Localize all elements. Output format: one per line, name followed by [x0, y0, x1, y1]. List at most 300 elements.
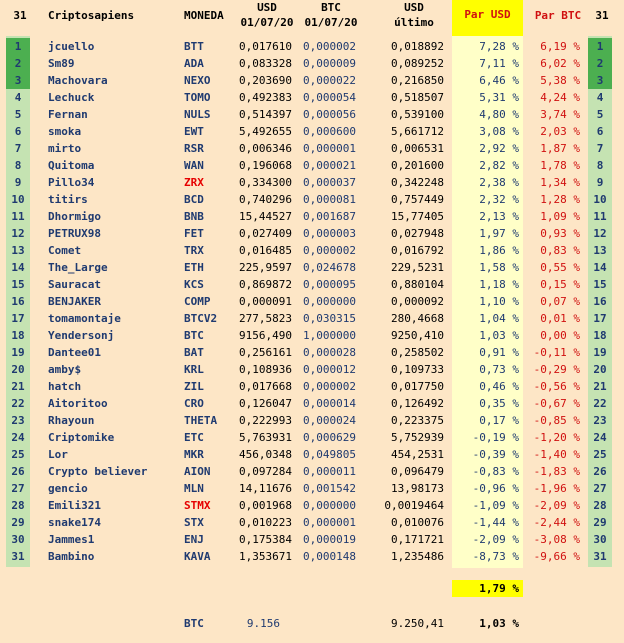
rank-cell: 6 — [6, 123, 30, 140]
rank-cell-right: 26 — [588, 463, 612, 480]
header-btc-start-line2: 01/07/20 — [304, 16, 358, 29]
coin-symbol: TRX — [184, 244, 204, 257]
par-usd-change: 2,13 % — [479, 210, 519, 223]
rank-cell-right: 4 — [588, 89, 612, 106]
par-btc-change: -1,83 % — [533, 465, 580, 478]
par-usd-change: 7,28 % — [479, 40, 519, 53]
header-btc-start — [300, 0, 362, 30]
par-btc-change: 1,09 % — [540, 210, 580, 223]
rank-cell: 20 — [6, 361, 30, 378]
coin-symbol: COMP — [184, 295, 211, 308]
btc-start-price: 0,000600 — [303, 125, 356, 138]
rank-cell: 22 — [6, 395, 30, 412]
participant-name: Jammes1 — [48, 533, 95, 546]
table-row — [0, 174, 624, 191]
btc-start-price: 0,024678 — [303, 261, 356, 274]
usd-start-price: 0,175384 — [239, 533, 292, 546]
participant-name: gencio — [48, 482, 88, 495]
participant-name: Rhayoun — [48, 414, 95, 427]
participant-name: Criptomike — [48, 431, 115, 444]
btc-start-price: 0,000028 — [303, 346, 356, 359]
usd-start-price: 14,11676 — [239, 482, 292, 495]
header-participants: Criptosapiens — [48, 9, 135, 22]
usd-last-price: 0,017750 — [391, 380, 444, 393]
rank-cell: 18 — [6, 327, 30, 344]
usd-start-price: 5,763931 — [239, 431, 292, 444]
rank-cell-right: 11 — [588, 208, 612, 225]
btc-start-price: 0,000037 — [303, 176, 356, 189]
par-btc-change: -0,85 % — [533, 414, 580, 427]
btc-start-price: 0,000014 — [303, 397, 356, 410]
rank-cell-right: 8 — [588, 157, 612, 174]
header-usd-start-line2: 01/07/20 — [240, 16, 294, 29]
participant-name: jcuello — [48, 40, 95, 53]
rank-cell-right: 7 — [588, 140, 612, 157]
usd-start-price: 0,001968 — [239, 499, 292, 512]
usd-start-price: 456,0348 — [239, 448, 292, 461]
usd-start-price: 1,353671 — [239, 550, 292, 563]
coin-symbol: CRO — [184, 397, 204, 410]
btc-start-price: 0,000021 — [303, 159, 356, 172]
rank-cell-right: 27 — [588, 480, 612, 497]
usd-start-price: 0,222993 — [239, 414, 292, 427]
rank-cell-right: 23 — [588, 412, 612, 429]
usd-start-price: 0,016485 — [239, 244, 292, 257]
coin-symbol: MLN — [184, 482, 204, 495]
usd-last-price: 0,006531 — [391, 142, 444, 155]
usd-start-price: 0,027409 — [239, 227, 292, 240]
usd-start-price: 5,492655 — [239, 125, 292, 138]
rank-cell: 1 — [6, 38, 30, 55]
participant-name: Comet — [48, 244, 82, 257]
participant-name: Crypto believer — [48, 465, 148, 478]
rank-cell: 11 — [6, 208, 30, 225]
par-btc-change: -0,56 % — [533, 380, 580, 393]
par-btc-change: 6,02 % — [540, 57, 580, 70]
par-usd-change: -1,09 % — [472, 499, 519, 512]
usd-last-price: 0,539100 — [391, 108, 444, 121]
rank-cell: 15 — [6, 276, 30, 293]
btc-start-price: 0,000000 — [303, 499, 356, 512]
participant-name: Quitoma — [48, 159, 95, 172]
header-par-btc: Par BTC — [534, 9, 582, 22]
participant-name: The_Large — [48, 261, 108, 274]
table-row — [0, 429, 624, 446]
table-row — [0, 55, 624, 72]
coin-symbol: MKR — [184, 448, 204, 461]
par-btc-change: 0,07 % — [540, 295, 580, 308]
par-usd-change: 1,18 % — [479, 278, 519, 291]
rank-cell-right: 29 — [588, 514, 612, 531]
coin-symbol: KCS — [184, 278, 204, 291]
coin-symbol: ETC — [184, 431, 204, 444]
rank-cell: 8 — [6, 157, 30, 174]
rank-cell-right: 14 — [588, 259, 612, 276]
table-row — [0, 395, 624, 412]
btc-start-price: 0,000012 — [303, 363, 356, 376]
coin-symbol: ZRX — [184, 176, 204, 189]
participant-name: smoka — [48, 125, 82, 138]
par-usd-change: 1,58 % — [479, 261, 519, 274]
rank-cell: 7 — [6, 140, 30, 157]
usd-last-price: 0,171721 — [391, 533, 444, 546]
rank-cell: 29 — [6, 514, 30, 531]
rank-cell-right: 30 — [588, 531, 612, 548]
coin-symbol: ZIL — [184, 380, 204, 393]
rank-cell: 12 — [6, 225, 30, 242]
usd-start-price: 15,44527 — [239, 210, 292, 223]
rank-cell: 30 — [6, 531, 30, 548]
rank-cell-right: 5 — [588, 106, 612, 123]
table-row — [0, 38, 624, 55]
rank-cell: 27 — [6, 480, 30, 497]
table-row — [0, 225, 624, 242]
btc-start-price: 0,000009 — [303, 57, 356, 70]
usd-last-price: 0,342248 — [391, 176, 444, 189]
par-btc-change: -0,29 % — [533, 363, 580, 376]
btc-start-price: 0,000003 — [303, 227, 356, 240]
participant-name: Fernan — [48, 108, 88, 121]
header-usd-last-line1: USD — [404, 1, 424, 14]
btc-start-price: 0,000001 — [303, 142, 356, 155]
table-row — [0, 446, 624, 463]
btc-start-price: 0,000056 — [303, 108, 356, 121]
rank-cell-right: 12 — [588, 225, 612, 242]
par-usd-change: 0,73 % — [479, 363, 519, 376]
participant-name: Dantee01 — [48, 346, 101, 359]
par-usd-change: -8,73 % — [472, 550, 519, 563]
table-row — [0, 412, 624, 429]
par-usd-change: 1,86 % — [479, 244, 519, 257]
par-btc-change: 3,74 % — [540, 108, 580, 121]
par-btc-change: -2,44 % — [533, 516, 580, 529]
coin-symbol: KRL — [184, 363, 204, 376]
coin-symbol: BTT — [184, 40, 204, 53]
par-btc-change: -0,11 % — [533, 346, 580, 359]
par-btc-change: 0,55 % — [540, 261, 580, 274]
usd-last-price: 15,77405 — [391, 210, 444, 223]
btc-start-price: 0,000022 — [303, 74, 356, 87]
btc-summary-usd-last: 9.250,41 — [391, 617, 444, 630]
participant-name: Pillo34 — [48, 176, 95, 189]
par-btc-change: 5,38 % — [540, 74, 580, 87]
header-usd-last-line2: último — [394, 16, 434, 29]
btc-start-price: 0,000095 — [303, 278, 356, 291]
btc-start-price: 0,000001 — [303, 516, 356, 529]
header-usd-start-line1: USD — [257, 1, 277, 14]
par-usd-change: -0,96 % — [472, 482, 519, 495]
btc-start-price: 0,000054 — [303, 91, 356, 104]
rank-cell-right: 13 — [588, 242, 612, 259]
participant-name: tomamontaje — [48, 312, 121, 325]
coin-symbol: KAVA — [184, 550, 211, 563]
par-usd-change: -0,39 % — [472, 448, 519, 461]
par-usd-change: 2,92 % — [479, 142, 519, 155]
usd-start-price: 0,740296 — [239, 193, 292, 206]
par-usd-change: 7,11 % — [479, 57, 519, 70]
btc-summary-label: BTC — [184, 617, 204, 630]
rank-cell: 28 — [6, 497, 30, 514]
coin-symbol: BNB — [184, 210, 204, 223]
usd-last-price: 0,089252 — [391, 57, 444, 70]
par-btc-change: -9,66 % — [533, 550, 580, 563]
usd-last-price: 0,216850 — [391, 74, 444, 87]
usd-start-price: 0,006346 — [239, 142, 292, 155]
par-btc-change: -0,67 % — [533, 397, 580, 410]
participant-name: amby$ — [48, 363, 82, 376]
rank-cell-right: 21 — [588, 378, 612, 395]
usd-start-price: 0,492383 — [239, 91, 292, 104]
rank-cell: 16 — [6, 293, 30, 310]
usd-last-price: 0,126492 — [391, 397, 444, 410]
par-btc-change: -1,20 % — [533, 431, 580, 444]
usd-last-price: 454,2531 — [391, 448, 444, 461]
par-btc-change: 0,83 % — [540, 244, 580, 257]
usd-start-price: 0,869872 — [239, 278, 292, 291]
usd-last-price: 1,235486 — [391, 550, 444, 563]
usd-last-price: 0,027948 — [391, 227, 444, 240]
btc-start-price: 0,049805 — [303, 448, 356, 461]
usd-last-price: 0,880104 — [391, 278, 444, 291]
table-row — [0, 293, 624, 310]
usd-last-price: 0,518507 — [391, 91, 444, 104]
table-row — [0, 89, 624, 106]
par-usd-change: 6,46 % — [479, 74, 519, 87]
btc-start-price: 0,000002 — [303, 40, 356, 53]
par-usd-change: 0,17 % — [479, 414, 519, 427]
par-btc-change: -1,40 % — [533, 448, 580, 461]
par-btc-change: 0,15 % — [540, 278, 580, 291]
usd-last-price: 13,98173 — [391, 482, 444, 495]
rank-cell-right: 6 — [588, 123, 612, 140]
rank-cell-right: 1 — [588, 38, 612, 55]
usd-last-price: 0,0019464 — [384, 499, 444, 512]
usd-last-price: 5,752939 — [391, 431, 444, 444]
participant-name: titirs — [48, 193, 88, 206]
participant-name: Machovara — [48, 74, 108, 87]
rank-cell: 2 — [6, 55, 30, 72]
rank-cell: 17 — [6, 310, 30, 327]
rank-cell-right: 19 — [588, 344, 612, 361]
usd-start-price: 0,196068 — [239, 159, 292, 172]
rank-cell-right: 17 — [588, 310, 612, 327]
usd-last-price: 0,010076 — [391, 516, 444, 529]
usd-last-price: 5,661712 — [391, 125, 444, 138]
par-btc-change: -3,08 % — [533, 533, 580, 546]
btc-start-price: 0,000019 — [303, 533, 356, 546]
usd-last-price: 0,000092 — [391, 295, 444, 308]
participant-name: Bambino — [48, 550, 95, 563]
usd-start-price: 0,108936 — [239, 363, 292, 376]
rank-cell: 31 — [6, 548, 30, 565]
rank-cell-right: 10 — [588, 191, 612, 208]
rank-cell: 21 — [6, 378, 30, 395]
usd-start-price: 0,097284 — [239, 465, 292, 478]
participant-name: hatch — [48, 380, 82, 393]
usd-start-price: 0,000091 — [239, 295, 292, 308]
participant-name: Sauracat — [48, 278, 101, 291]
rank-cell: 19 — [6, 344, 30, 361]
par-usd-change: 2,82 % — [479, 159, 519, 172]
coin-symbol: WAN — [184, 159, 204, 172]
coin-symbol: NULS — [184, 108, 211, 121]
participant-name: Lechuck — [48, 91, 95, 104]
par-usd-change: -1,44 % — [472, 516, 519, 529]
usd-start-price: 0,334300 — [239, 176, 292, 189]
usd-last-price: 0,018892 — [391, 40, 444, 53]
usd-last-price: 0,016792 — [391, 244, 444, 257]
par-usd-change: 2,38 % — [479, 176, 519, 189]
par-usd-change: 1,10 % — [479, 295, 519, 308]
usd-start-price: 0,126047 — [239, 397, 292, 410]
btc-summary-change: 1,03 % — [479, 617, 519, 630]
coin-symbol: FET — [184, 227, 204, 240]
header-par-usd: Par USD — [452, 0, 523, 36]
header-usd-last — [386, 0, 442, 30]
rank-cell-right: 28 — [588, 497, 612, 514]
rank-cell-right: 18 — [588, 327, 612, 344]
btc-start-price: 0,001542 — [303, 482, 356, 495]
par-btc-change: 1,87 % — [540, 142, 580, 155]
rank-cell-right: 16 — [588, 293, 612, 310]
btc-start-price: 0,000000 — [303, 295, 356, 308]
par-btc-change: 4,24 % — [540, 91, 580, 104]
par-usd-change: 0,35 % — [479, 397, 519, 410]
table-row — [0, 480, 624, 497]
table-row — [0, 548, 624, 565]
table-row — [0, 259, 624, 276]
participant-name: mirto — [48, 142, 82, 155]
par-btc-change: 0,01 % — [540, 312, 580, 325]
table-row — [0, 463, 624, 480]
coin-symbol: TOMO — [184, 91, 211, 104]
table-row — [0, 327, 624, 344]
rank-cell: 24 — [6, 429, 30, 446]
usd-last-price: 0,757449 — [391, 193, 444, 206]
participant-name: Dhormigo — [48, 210, 101, 223]
par-btc-change: 6,19 % — [540, 40, 580, 53]
par-btc-change: -1,96 % — [533, 482, 580, 495]
usd-start-price: 0,256161 — [239, 346, 292, 359]
btc-start-price: 0,030315 — [303, 312, 356, 325]
btc-start-price: 0,000002 — [303, 244, 356, 257]
rank-cell-right: 2 — [588, 55, 612, 72]
par-btc-change: 1,28 % — [540, 193, 580, 206]
table-row — [0, 344, 624, 361]
table-row — [0, 361, 624, 378]
par-usd-change: 0,91 % — [479, 346, 519, 359]
participant-name: snake174 — [48, 516, 101, 529]
rank-cell: 23 — [6, 412, 30, 429]
par-usd-change: 0,46 % — [479, 380, 519, 393]
btc-start-price: 0,000629 — [303, 431, 356, 444]
coin-symbol: ENJ — [184, 533, 204, 546]
par-usd-change: -0,83 % — [472, 465, 519, 478]
table-row — [0, 497, 624, 514]
coin-symbol: STX — [184, 516, 204, 529]
table-row — [0, 378, 624, 395]
coin-symbol: RSR — [184, 142, 204, 155]
usd-last-price: 0,223375 — [391, 414, 444, 427]
table-row — [0, 157, 624, 174]
rank-cell-right: 3 — [588, 72, 612, 89]
table-row — [0, 310, 624, 327]
par-btc-change: 1,34 % — [540, 176, 580, 189]
rank-cell-right: 31 — [588, 548, 612, 565]
btc-start-price: 0,000024 — [303, 414, 356, 427]
par-usd-change: 2,32 % — [479, 193, 519, 206]
average-par-usd: 1,79 % — [479, 582, 519, 595]
coin-symbol: AION — [184, 465, 211, 478]
usd-last-price: 229,5231 — [391, 261, 444, 274]
rank-cell: 5 — [6, 106, 30, 123]
table-row — [0, 531, 624, 548]
header-btc-start-line1: BTC — [321, 1, 341, 14]
usd-start-price: 0,017610 — [239, 40, 292, 53]
usd-start-price: 0,010223 — [239, 516, 292, 529]
rank-cell: 10 — [6, 191, 30, 208]
usd-start-price: 0,514397 — [239, 108, 292, 121]
table-row — [0, 514, 624, 531]
usd-start-price: 0,203690 — [239, 74, 292, 87]
coin-symbol: BTCV2 — [184, 312, 218, 325]
header-rank-count: 31 — [13, 9, 27, 22]
par-btc-change: -2,09 % — [533, 499, 580, 512]
rank-cell-right: 15 — [588, 276, 612, 293]
par-usd-change: 4,80 % — [479, 108, 519, 121]
usd-start-price: 225,9597 — [239, 261, 292, 274]
coin-symbol: ADA — [184, 57, 204, 70]
par-btc-change: 0,93 % — [540, 227, 580, 240]
coin-symbol: BAT — [184, 346, 204, 359]
par-usd-change: 1,97 % — [479, 227, 519, 240]
rank-cell: 3 — [6, 72, 30, 89]
table-row — [0, 208, 624, 225]
rank-cell: 4 — [6, 89, 30, 106]
header-coin: MONEDA — [184, 9, 224, 22]
coin-symbol: EWT — [184, 125, 204, 138]
participant-name: BENJAKER — [48, 295, 101, 308]
table-row — [0, 140, 624, 157]
usd-last-price: 280,4668 — [391, 312, 444, 325]
par-usd-change: 3,08 % — [479, 125, 519, 138]
rank-cell-right: 22 — [588, 395, 612, 412]
usd-last-price: 9250,410 — [391, 329, 444, 342]
participant-name: PETRUX98 — [48, 227, 101, 240]
usd-start-price: 277,5823 — [239, 312, 292, 325]
participant-name: Yendersonj — [48, 329, 115, 342]
par-btc-change: 2,03 % — [540, 125, 580, 138]
usd-start-price: 9156,490 — [239, 329, 292, 342]
header-rank-count-right: 31 — [595, 9, 609, 22]
table-row — [0, 191, 624, 208]
par-btc-change: 0,00 % — [540, 329, 580, 342]
usd-last-price: 0,258502 — [391, 346, 444, 359]
table-row — [0, 72, 624, 89]
btc-start-price: 1,000000 — [303, 329, 356, 342]
table-header — [0, 0, 624, 36]
rank-cell: 14 — [6, 259, 30, 276]
btc-start-price: 0,001687 — [303, 210, 356, 223]
rank-cell: 25 — [6, 446, 30, 463]
coin-symbol: BCD — [184, 193, 204, 206]
coin-symbol: BTC — [184, 329, 204, 342]
btc-summary-usd-start: 9.156 — [246, 617, 280, 630]
usd-last-price: 0,109733 — [391, 363, 444, 376]
par-usd-change: 1,04 % — [479, 312, 519, 325]
coin-symbol: NEXO — [184, 74, 211, 87]
par-usd-change: -2,09 % — [472, 533, 519, 546]
